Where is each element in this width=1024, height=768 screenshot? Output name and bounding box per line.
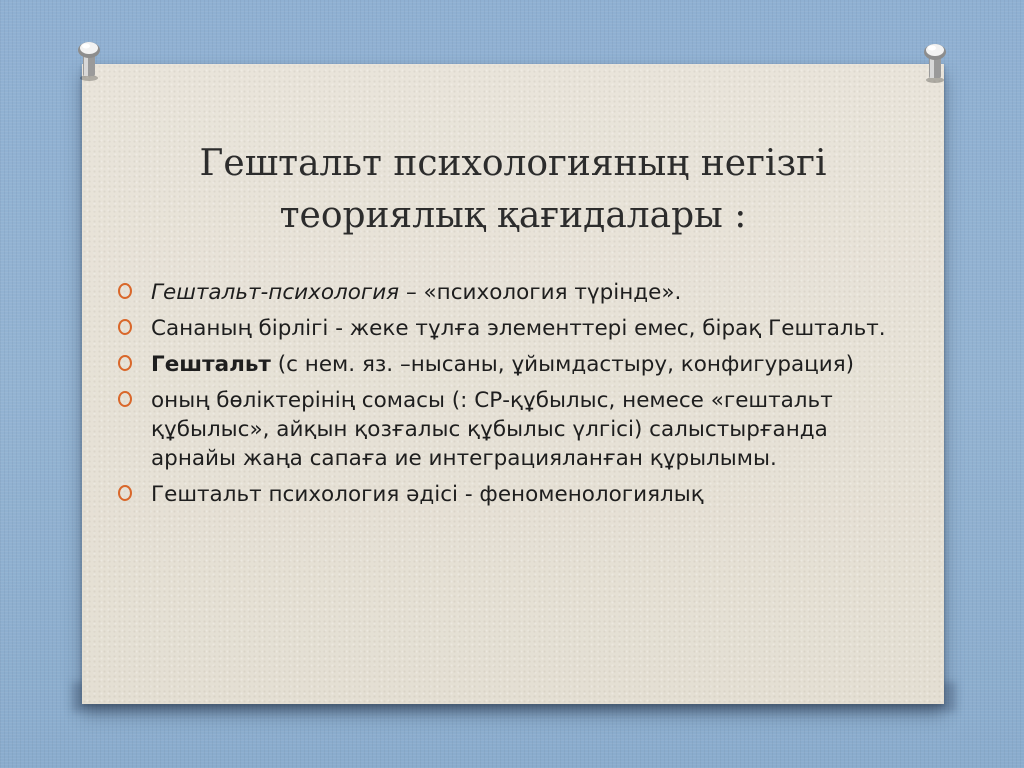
bullet-list xyxy=(118,278,908,516)
circle-bullet-icon xyxy=(118,391,132,407)
circle-bullet-icon xyxy=(118,355,132,371)
bullet-item xyxy=(118,480,908,509)
slide-title xyxy=(82,138,944,242)
pushpin-icon xyxy=(74,40,104,82)
slide-title-line-2: теориялық қағидалары : xyxy=(279,195,747,236)
bullet-text: оның бөліктерінің сомасы (: СР-құбылыс, немесе «гештальт құбылыс», айқын қозғалыс құбылыс үлгісі) салыстырғанда арнайы жаңа сапаға ие интеграцияланған құрылымы. xyxy=(151,388,833,471)
bullet-text: (с нем. яз. –нысаны, ұйымдастыру, конфигурация) xyxy=(270,352,855,377)
bullet-text: Сананың бірлігі - жеке тұлға элементтері емес, бірақ Гештальт. xyxy=(151,316,886,341)
bullet-strong: Гештальт xyxy=(151,352,271,377)
circle-bullet-icon xyxy=(118,319,132,335)
bullet-text: – «психология түрінде». xyxy=(399,280,682,305)
bullet-item xyxy=(118,278,908,307)
slide-title-line-1: Гештальт психологияның негізгі xyxy=(199,143,827,184)
bullet-emphasis: Гештальт-психология xyxy=(151,280,400,305)
circle-bullet-icon xyxy=(118,485,132,501)
circle-bullet-icon xyxy=(118,283,132,299)
bullet-item xyxy=(118,386,908,473)
bullet-text: Гештальт психология әдісі - феноменологиялық xyxy=(151,482,704,507)
pushpin-icon xyxy=(920,42,950,84)
bullet-item xyxy=(118,314,908,343)
bullet-item xyxy=(118,350,908,379)
